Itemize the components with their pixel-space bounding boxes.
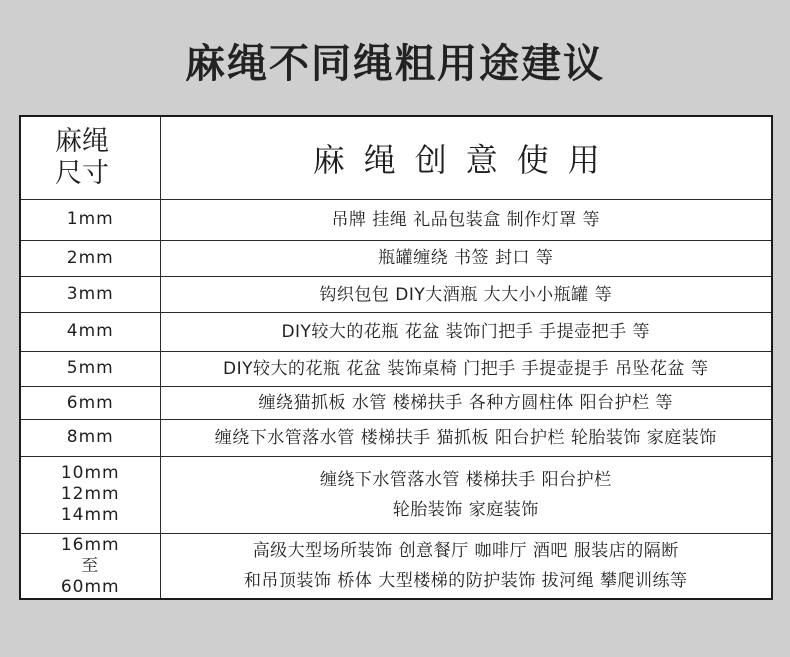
size-value: 16mm <box>60 534 120 555</box>
use-cell <box>160 420 771 456</box>
use-text: DIY较大的花瓶 花盆 装饰桌椅 门把手 手提壶提手 吊坠花盆 等 <box>223 358 709 379</box>
table-row <box>21 351 771 386</box>
table-row <box>21 276 771 312</box>
size-cell <box>21 240 160 276</box>
table-row <box>21 456 771 534</box>
use-cell <box>160 456 771 534</box>
use-text: 缠绕猫抓板 水管 楼梯扶手 各种方圆柱体 阳台护栏 等 <box>258 393 674 414</box>
use-cell <box>160 240 771 276</box>
table-row <box>21 420 771 456</box>
size-value: 至 <box>81 555 100 576</box>
size-column-header <box>21 117 160 200</box>
page-title: 麻绳不同绳粗用途建议 <box>185 41 605 87</box>
size-cell <box>21 200 160 240</box>
size-value: 12mm <box>60 484 120 505</box>
use-text: 高级大型场所装饰 创意餐厅 咖啡厅 酒吧 服装店的隔断 <box>252 541 679 562</box>
size-header-line2: 尺寸 <box>55 158 109 190</box>
size-value: 60mm <box>60 576 120 597</box>
use-text: 轮胎装饰 家庭装饰 <box>392 499 539 520</box>
use-column-header: 麻绳创意使用 <box>160 117 771 200</box>
size-value: 14mm <box>60 505 120 526</box>
size-value: 1mm <box>66 209 114 230</box>
size-cell <box>21 351 160 386</box>
table-row <box>21 200 771 240</box>
size-cell <box>21 276 160 312</box>
use-text: 缠绕下水管落水管 楼梯扶手 阳台护栏 <box>319 469 612 490</box>
use-text: 和吊顶装饰 桥体 大型楼梯的防护装饰 拔河绳 攀爬训练等 <box>243 571 688 592</box>
table-row <box>21 313 771 351</box>
table-row <box>21 240 771 276</box>
size-cell <box>21 420 160 456</box>
size-cell <box>21 534 160 598</box>
table-row <box>21 386 771 419</box>
use-cell <box>160 313 771 351</box>
size-value: 6mm <box>66 392 114 413</box>
table-row <box>21 534 771 598</box>
size-value: 10mm <box>60 463 120 484</box>
use-text: 钩织包包 DIY大酒瓶 大大小小瓶罐 等 <box>319 284 613 305</box>
use-text: DIY较大的花瓶 花盆 装饰门把手 手提壶把手 等 <box>281 321 651 342</box>
use-cell <box>160 200 771 240</box>
use-text: 吊牌 挂绳 礼品包装盒 制作灯罩 等 <box>331 209 601 230</box>
size-value: 2mm <box>66 247 114 268</box>
size-cell <box>21 456 160 534</box>
use-cell <box>160 351 771 386</box>
table-header-row <box>21 117 771 200</box>
use-cell <box>160 534 771 598</box>
use-cell <box>160 386 771 419</box>
size-value: 8mm <box>66 427 114 448</box>
rope-usage-table <box>19 115 773 600</box>
use-text: 瓶罐缠绕 书签 封口 等 <box>378 248 554 269</box>
size-value: 4mm <box>66 321 114 342</box>
size-value: 3mm <box>66 284 114 305</box>
size-header-line1: 麻绳 <box>55 126 109 158</box>
use-text: 缠绕下水管落水管 楼梯扶手 猫抓板 阳台护栏 轮胎装饰 家庭装饰 <box>214 427 717 448</box>
size-cell <box>21 313 160 351</box>
size-cell <box>21 386 160 419</box>
size-value: 5mm <box>66 358 114 379</box>
use-cell <box>160 276 771 312</box>
usage-table <box>21 117 771 598</box>
